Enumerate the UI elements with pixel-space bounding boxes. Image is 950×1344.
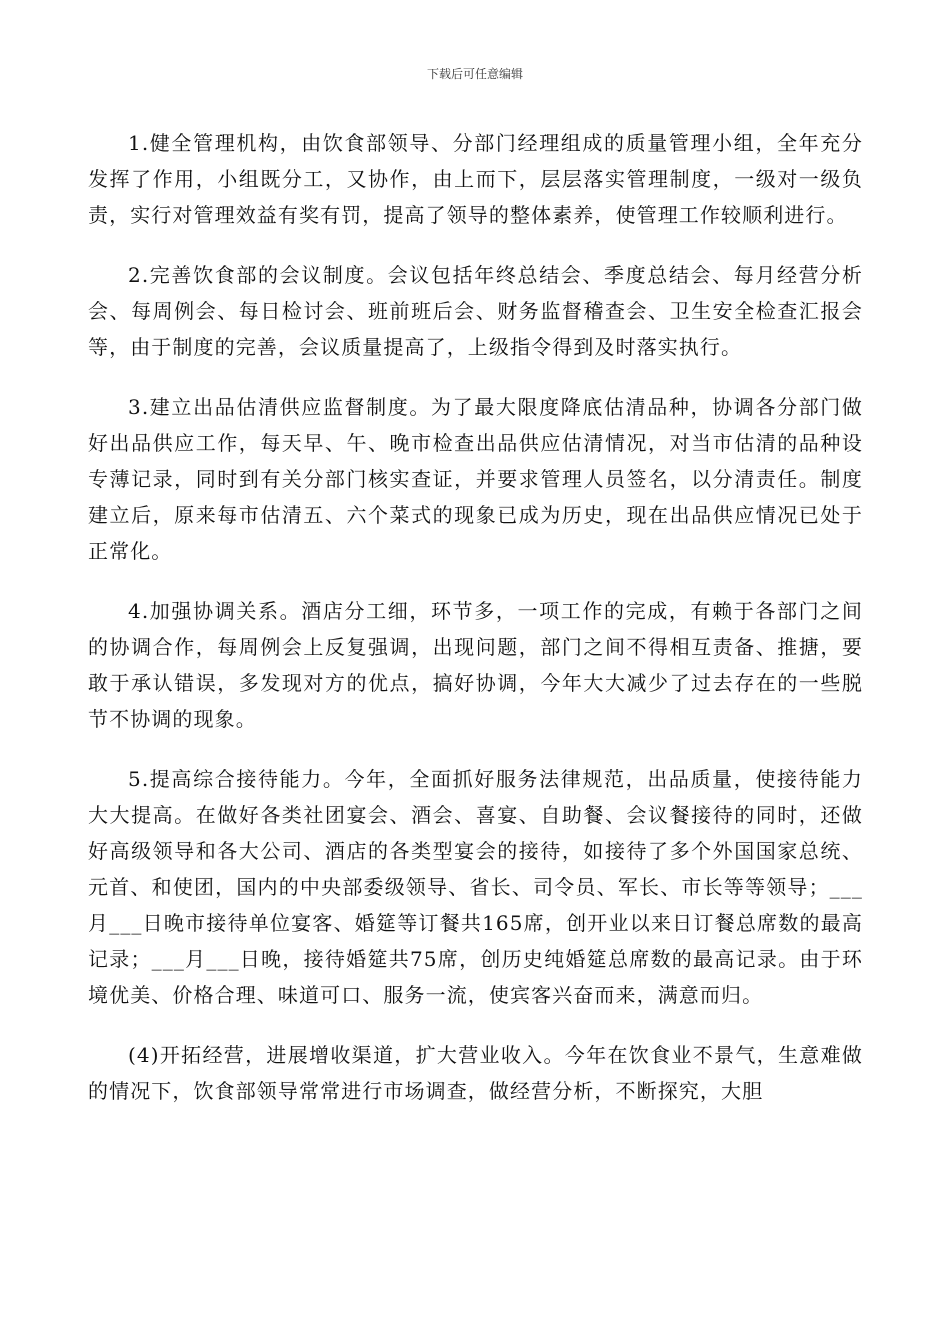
page-header: 下载后可任意编辑	[426, 67, 523, 81]
paragraph-1: 1.健全管理机构，由饮食部领导、分部门经理组成的质量管理小组，全年充分发挥了作用，小组既分工，又协作，由上而下，层层落实管理制度，一级对一级负责，实行对管理效益有奖有罚，提高了领导的整体素养，使管理工作较顺利进行。	[88, 131, 863, 227]
document-body	[88, 125, 863, 1109]
paragraph-3: 3.建立出品估清供应监督制度。为了最大限度降底估清品种，协调各分部门做好出品供应工作，每天早、午、晚市检查出品供应估清情况，对当市估清的品种设专薄记录，同时到有关分部门核实查证，并要求管理人员签名，以分清责任。制度建立后，原来每市估清五、六个菜式的现象已成为历史，现在出品供应情况已处于正常化。	[88, 395, 863, 563]
paragraph-5: 5.提高综合接待能力。今年，全面抓好服务法律规范，出品质量，使接待能力大大提高。在做好各类社团宴会、酒会、喜宴、自助餐、会议餐接待的同时，还做好高级领导和各大公司、酒店的各类型宴会的接待，如接待了多个外国国家总统、元首、和使团，国内的中央部委级领导、省长、司令员、军长、市长等等领导；___月___日晚市接待单位宴客、婚筵等订餐共165席，创开业以来日订餐总席数的最高记录；___月___日晚，接待婚筵共75席，创历史纯婚筵总席数的最高记录。由于环境优美、价格合理、味道可口、服务一流，使宾客兴奋而来，满意而归。	[88, 767, 863, 1007]
paragraph-2: 2.完善饮食部的会议制度。会议包括年终总结会、季度总结会、每月经营分析会、每周例会、每日检讨会、班前班后会、财务监督稽查会、卫生安全检查汇报会等，由于制度的完善，会议质量提高了，上级指令得到及时落实执行。	[88, 263, 863, 359]
paragraph-6: (4)开拓经营，进展增收渠道，扩大营业收入。今年在饮食业不景气，生意难做的情况下，饮食部领导常常进行市场调查，做经营分析，不断探究，大胆	[88, 1043, 863, 1103]
paragraph-4: 4.加强协调关系。酒店分工细，环节多，一项工作的完成，有赖于各部门之间的协调合作，每周例会上反复强调，出现问题，部门之间不得相互责备、推搪，要敢于承认错误，多发现对方的优点，搞好协调，今年大大减少了过去存在的一些脱节不协调的现象。	[88, 599, 863, 731]
